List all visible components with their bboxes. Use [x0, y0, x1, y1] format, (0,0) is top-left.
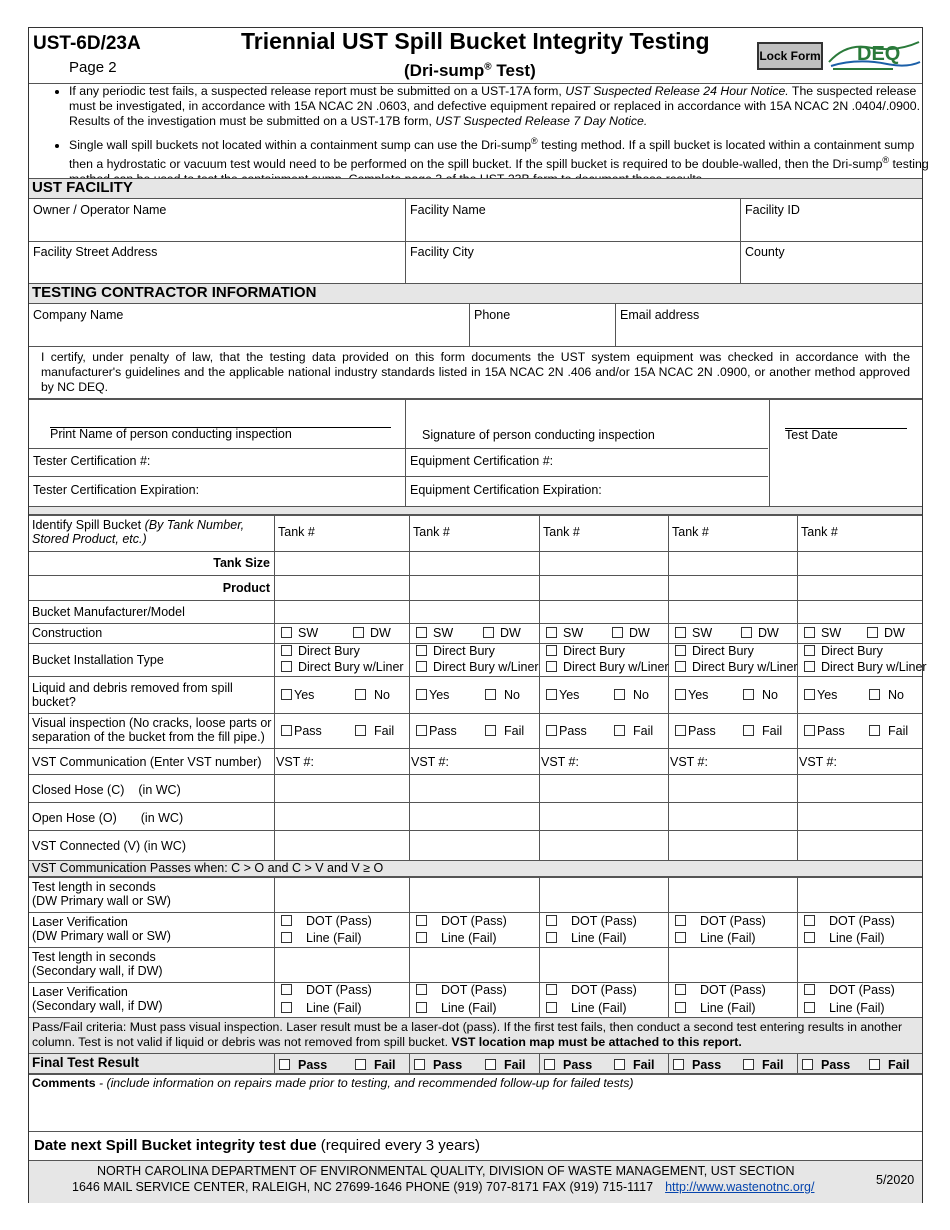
- checkbox-icon[interactable]: [281, 932, 292, 943]
- final-fail-4[interactable]: Fail: [743, 1058, 784, 1072]
- comments-field[interactable]: Comments - (include information on repairs made prior to testing, and recommended follow-up for failed tests): [32, 1076, 634, 1090]
- laser-secondary-dot-4[interactable]: DOT (Pass): [675, 983, 766, 997]
- construction-dw-1[interactable]: DW: [353, 626, 391, 640]
- laser-secondary-dot-1[interactable]: DOT (Pass): [281, 983, 372, 997]
- tank-number-2[interactable]: Tank #: [413, 525, 450, 539]
- checkbox-icon[interactable]: [804, 689, 815, 700]
- checkbox-icon[interactable]: [485, 689, 496, 700]
- checkbox-icon[interactable]: [546, 1002, 557, 1013]
- form-title: Triennial UST Spill Bucket Integrity Testing: [241, 28, 710, 54]
- county-field[interactable]: County: [745, 245, 785, 259]
- final-pass-1[interactable]: Pass: [279, 1058, 327, 1072]
- liquid-no-4[interactable]: No: [743, 688, 778, 702]
- final-test-result-row: [29, 1053, 922, 1074]
- deq-logo-graphic: [827, 36, 922, 76]
- laser-primary-dot-5[interactable]: DOT (Pass): [804, 914, 895, 928]
- checkbox-icon[interactable]: [743, 725, 754, 736]
- construction-dw-2[interactable]: DW: [483, 626, 521, 640]
- checkbox-icon[interactable]: [869, 725, 880, 736]
- liquid-no-5[interactable]: No: [869, 688, 904, 702]
- checkbox-icon[interactable]: [546, 932, 557, 943]
- checkbox-icon[interactable]: [804, 1002, 815, 1013]
- install-direct-bury-liner-2[interactable]: Direct Bury w/Liner: [416, 660, 539, 674]
- vst-number-4[interactable]: VST #:: [670, 755, 708, 769]
- print-name-field[interactable]: Print Name of person conducting inspection: [50, 427, 292, 441]
- checkbox-icon[interactable]: [802, 1059, 813, 1070]
- checkbox-icon[interactable]: [355, 725, 366, 736]
- checkbox-icon[interactable]: [614, 725, 625, 736]
- checkbox-icon[interactable]: [675, 645, 686, 656]
- checkbox-icon[interactable]: [675, 725, 686, 736]
- laser-verification-primary-label: Laser Verification (DW Primary wall or SW): [32, 915, 171, 943]
- checkbox-icon[interactable]: [414, 1059, 425, 1070]
- checkbox-icon[interactable]: [416, 932, 427, 943]
- checkbox-icon[interactable]: [281, 915, 292, 926]
- page-number: Page 2: [69, 59, 117, 76]
- liquid-no-2[interactable]: No: [485, 688, 520, 702]
- visual-pass-1[interactable]: Pass: [281, 724, 322, 738]
- laser-secondary-line-4[interactable]: Line (Fail): [675, 1001, 756, 1015]
- tank-number-3[interactable]: Tank #: [543, 525, 580, 539]
- form-page: [28, 27, 929, 1203]
- laser-primary-dot-1[interactable]: DOT (Pass): [281, 914, 372, 928]
- lock-form-button[interactable]: Lock Form: [757, 42, 823, 70]
- final-pass-2[interactable]: Pass: [414, 1058, 462, 1072]
- test-length-primary-label: Test length in seconds (DW Primary wall or SW): [32, 880, 171, 908]
- vst-number-3[interactable]: VST #:: [541, 755, 579, 769]
- checkbox-icon[interactable]: [675, 915, 686, 926]
- checkbox-icon[interactable]: [804, 932, 815, 943]
- bucket-manufacturer-label: Bucket Manufacturer/Model: [32, 605, 185, 619]
- vst-communication-label: VST Communication (Enter VST number): [32, 755, 262, 769]
- checkbox-icon[interactable]: [279, 1059, 290, 1070]
- visual-fail-4[interactable]: Fail: [743, 724, 782, 738]
- final-pass-5[interactable]: Pass: [802, 1058, 850, 1072]
- construction-sw-5[interactable]: SW: [804, 626, 841, 640]
- laser-secondary-line-2[interactable]: Line (Fail): [416, 1001, 497, 1015]
- checkbox-icon[interactable]: [673, 1059, 684, 1070]
- checkbox-icon[interactable]: [546, 645, 557, 656]
- liquid-yes-2[interactable]: Yes: [416, 688, 449, 702]
- laser-secondary-dot-2[interactable]: DOT (Pass): [416, 983, 507, 997]
- laser-secondary-line-3[interactable]: Line (Fail): [546, 1001, 627, 1015]
- form-version: 5/2020: [876, 1173, 915, 1187]
- vst-connected-label: VST Connected (V) (in WC): [32, 839, 186, 853]
- note-drisump: • Single wall spill buckets not located within a containment sump can use the Dri-sump® testing method. If a spill bucket is located within a containment sump then a hydrostatic or vacuum test would need to be performed on the spill bucket. If the spill bucket is required to be double-walled, then the Dri-sump® testing: [69, 134, 931, 187]
- checkbox-icon[interactable]: [867, 627, 878, 638]
- vst-number-1[interactable]: VST #:: [276, 755, 314, 769]
- checkbox-icon[interactable]: [869, 1059, 880, 1070]
- footer-line-2: 1646 MAIL SERVICE CENTER, RALEIGH, NC 27699-1646 PHONE (919) 707-8171 FAX (919) 715-1117 http://www.wastenotnc.org/: [72, 1180, 815, 1194]
- section-ust-facility: UST FACILITY: [29, 178, 922, 199]
- form-id: UST-6D/23A: [33, 33, 141, 54]
- laser-primary-line-1[interactable]: Line (Fail): [281, 931, 362, 945]
- checkbox-icon[interactable]: [614, 689, 625, 700]
- construction-label: Construction: [32, 626, 103, 640]
- liquid-no-3[interactable]: No: [614, 688, 649, 702]
- checkbox-icon[interactable]: [355, 1059, 366, 1070]
- tester-expiration-field[interactable]: Tester Certification Expiration:: [33, 483, 200, 497]
- checkbox-icon[interactable]: [804, 661, 815, 672]
- instructions-list: [69, 84, 931, 192]
- deq-logo: [827, 36, 922, 76]
- footer-line-1: NORTH CAROLINA DEPARTMENT OF ENVIRONMENTAL QUALITY, DIVISION OF WASTE MANAGEMENT, UST SECTION: [97, 1164, 795, 1178]
- checkbox-icon[interactable]: [743, 689, 754, 700]
- liquid-no-1[interactable]: No: [355, 688, 390, 702]
- identify-spill-bucket-label: Identify Spill Bucket (By Tank Number, Stored Product, etc.): [32, 518, 245, 546]
- checkbox-icon[interactable]: [612, 627, 623, 638]
- next-test-due-field[interactable]: Date next Spill Bucket integrity test due (required every 3 years): [34, 1137, 480, 1154]
- laser-secondary-line-1[interactable]: Line (Fail): [281, 1001, 362, 1015]
- note-release: • If any periodic test fails, a suspected release report must be submitted on a UST-17A form, UST Suspected Release 24 Hour Notice. The suspected release must be investigated, in accordance with 15A NCAC 2N .0603, and defective equipment repaired or replaced in accordance with 15A NCAC 2N .0404/.0900. Results of the investigation must be submitted on a UST-17B form, UST Suspected Release 7 Day Notice.: [69, 84, 931, 129]
- liquid-yes-3[interactable]: Yes: [546, 688, 579, 702]
- checkbox-icon[interactable]: [804, 915, 815, 926]
- facility-street-field[interactable]: Facility Street Address: [33, 245, 158, 259]
- checkbox-icon[interactable]: [544, 1059, 555, 1070]
- test-length-secondary-label: Test length in seconds (Secondary wall, if DW): [32, 950, 163, 978]
- visual-fail-2[interactable]: Fail: [485, 724, 524, 738]
- install-direct-bury-liner-3[interactable]: Direct Bury w/Liner: [546, 660, 669, 674]
- construction-sw-2[interactable]: SW: [416, 626, 453, 640]
- visual-fail-3[interactable]: Fail: [614, 724, 653, 738]
- vst-number-5[interactable]: VST #:: [799, 755, 837, 769]
- laser-primary-dot-3[interactable]: DOT (Pass): [546, 914, 637, 928]
- laser-primary-line-3[interactable]: Line (Fail): [546, 931, 627, 945]
- certification-statement: I certify, under penalty of law, that the testing data provided on this form documents the UST system equipment was checked in accordance with the manufacturer's guidelines and the applicable national industry standards listed in 15A NCAC 2N .406 and/or 15A NCAC 2N .0900, or another method approved by NC DEQ.: [41, 350, 910, 394]
- laser-secondary-dot-3[interactable]: DOT (Pass): [546, 983, 637, 997]
- checkbox-icon[interactable]: [416, 661, 427, 672]
- facility-name-field[interactable]: Facility Name: [410, 203, 486, 217]
- construction-sw-1[interactable]: SW: [281, 626, 318, 640]
- checkbox-icon[interactable]: [743, 1059, 754, 1070]
- equipment-certification-field[interactable]: Equipment Certification #:: [410, 454, 554, 468]
- installation-type-label: Bucket Installation Type: [32, 653, 164, 667]
- tank-number-5[interactable]: Tank #: [801, 525, 838, 539]
- closed-hose-label: Closed Hose (C) (in WC): [32, 783, 181, 797]
- checkbox-icon[interactable]: [675, 984, 686, 995]
- checkbox-icon[interactable]: [614, 1059, 625, 1070]
- laser-primary-dot-2[interactable]: DOT (Pass): [416, 914, 507, 928]
- pass-fail-criteria: Pass/Fail criteria: Must pass visual inspection. Laser result must be a laser-dot (pass). If the first test fails, then conduct a second test entering results in another column. Test is not valid if liquid or debris was not removed from spill bucket. VST location map must be attached to this report.: [29, 1017, 922, 1053]
- install-direct-bury-liner-1[interactable]: Direct Bury w/Liner: [281, 660, 404, 674]
- visual-fail-5[interactable]: Fail: [869, 724, 908, 738]
- section-testing-contractor: TESTING CONTRACTOR INFORMATION: [29, 283, 922, 304]
- checkbox-icon[interactable]: [546, 984, 557, 995]
- checkbox-icon[interactable]: [804, 627, 815, 638]
- construction-sw-4[interactable]: SW: [675, 626, 712, 640]
- signature-field[interactable]: Signature of person conducting inspection: [422, 428, 655, 442]
- product-label: Product: [222, 581, 270, 595]
- checkbox-icon[interactable]: [416, 984, 427, 995]
- final-test-result-label: Final Test Result: [32, 1055, 140, 1070]
- final-fail-1[interactable]: Fail: [355, 1058, 396, 1072]
- laser-primary-line-5[interactable]: Line (Fail): [804, 931, 885, 945]
- checkbox-icon[interactable]: [281, 689, 292, 700]
- visual-fail-1[interactable]: Fail: [355, 724, 394, 738]
- install-direct-bury-1[interactable]: Direct Bury: [281, 644, 360, 658]
- tank-size-label: Tank Size: [213, 556, 270, 570]
- checkbox-icon[interactable]: [485, 1059, 496, 1070]
- checkbox-icon[interactable]: [675, 627, 686, 638]
- equipment-expiration-field[interactable]: Equipment Certification Expiration:: [410, 483, 602, 497]
- install-direct-bury-5[interactable]: Direct Bury: [804, 644, 883, 658]
- checkbox-icon[interactable]: [675, 1002, 686, 1013]
- install-direct-bury-3[interactable]: Direct Bury: [546, 644, 625, 658]
- open-hose-label: Open Hose (O) (in WC): [32, 811, 184, 825]
- checkbox-icon[interactable]: [416, 1002, 427, 1013]
- install-direct-bury-liner-5[interactable]: Direct Bury w/Liner: [804, 660, 927, 674]
- construction-dw-4[interactable]: DW: [741, 626, 779, 640]
- checkbox-icon[interactable]: [281, 645, 292, 656]
- install-direct-bury-2[interactable]: Direct Bury: [416, 644, 495, 658]
- liquid-yes-5[interactable]: Yes: [804, 688, 837, 702]
- laser-primary-line-2[interactable]: Line (Fail): [416, 931, 497, 945]
- laser-verification-secondary-label: Laser Verification (Secondary wall, if DW): [32, 985, 163, 1013]
- checkbox-icon[interactable]: [804, 984, 815, 995]
- facility-city-field[interactable]: Facility City: [410, 245, 474, 259]
- tank-number-1[interactable]: Tank #: [278, 525, 315, 539]
- liquid-yes-1[interactable]: Yes: [281, 688, 314, 702]
- checkbox-icon[interactable]: [281, 725, 292, 736]
- checkbox-icon[interactable]: [804, 645, 815, 656]
- checkbox-icon[interactable]: [675, 932, 686, 943]
- final-fail-2[interactable]: Fail: [485, 1058, 526, 1072]
- checkbox-icon[interactable]: [416, 645, 427, 656]
- vst-number-2[interactable]: VST #:: [411, 755, 449, 769]
- checkbox-icon[interactable]: [416, 627, 427, 638]
- owner-operator-name-field[interactable]: Owner / Operator Name: [33, 203, 167, 217]
- laser-secondary-dot-5[interactable]: DOT (Pass): [804, 983, 895, 997]
- checkbox-icon[interactable]: [675, 661, 686, 672]
- tester-certification-field[interactable]: Tester Certification #:: [33, 454, 151, 468]
- laser-primary-line-4[interactable]: Line (Fail): [675, 931, 756, 945]
- tank-number-4[interactable]: Tank #: [672, 525, 709, 539]
- liquid-debris-label: Liquid and debris removed from spill bucket?: [32, 681, 233, 709]
- checkbox-icon[interactable]: [546, 689, 557, 700]
- checkbox-icon[interactable]: [281, 627, 292, 638]
- liquid-yes-4[interactable]: Yes: [675, 688, 708, 702]
- final-fail-3[interactable]: Fail: [614, 1058, 655, 1072]
- laser-secondary-line-5[interactable]: Line (Fail): [804, 1001, 885, 1015]
- facility-id-field[interactable]: Facility ID: [745, 203, 800, 217]
- website-link[interactable]: http://www.wastenotnc.org/: [665, 1180, 815, 1194]
- checkbox-icon[interactable]: [281, 1002, 292, 1013]
- visual-pass-2[interactable]: Pass: [416, 724, 457, 738]
- checkbox-icon[interactable]: [546, 725, 557, 736]
- checkbox-icon[interactable]: [869, 689, 880, 700]
- checkbox-icon[interactable]: [416, 915, 427, 926]
- checkbox-icon[interactable]: [355, 689, 366, 700]
- svg-text:DEQ: DEQ: [857, 43, 901, 65]
- email-field[interactable]: Email address: [620, 308, 700, 322]
- checkbox-icon[interactable]: [281, 984, 292, 995]
- install-direct-bury-liner-4[interactable]: Direct Bury w/Liner: [675, 660, 798, 674]
- vst-passes-label: VST Communication Passes when: C > O and C > V and V ≥ O: [32, 861, 384, 875]
- checkbox-icon[interactable]: [546, 627, 557, 638]
- visual-pass-4[interactable]: Pass: [675, 724, 716, 738]
- checkbox-icon[interactable]: [804, 725, 815, 736]
- final-pass-4[interactable]: Pass: [673, 1058, 721, 1072]
- visual-inspection-label: Visual inspection (No cracks, loose parts or separation of the bucket from the fill pipe.): [32, 716, 272, 744]
- construction-dw-5[interactable]: DW: [867, 626, 905, 640]
- final-fail-5[interactable]: Fail: [869, 1058, 910, 1072]
- checkbox-icon[interactable]: [741, 627, 752, 638]
- construction-sw-3[interactable]: SW: [546, 626, 583, 640]
- construction-dw-3[interactable]: DW: [612, 626, 650, 640]
- laser-primary-dot-4[interactable]: DOT (Pass): [675, 914, 766, 928]
- visual-pass-5[interactable]: Pass: [804, 724, 845, 738]
- final-pass-3[interactable]: Pass: [544, 1058, 592, 1072]
- checkbox-icon[interactable]: [353, 627, 364, 638]
- checkbox-icon[interactable]: [546, 661, 557, 672]
- checkbox-icon[interactable]: [546, 915, 557, 926]
- checkbox-icon[interactable]: [281, 661, 292, 672]
- checkbox-icon[interactable]: [675, 689, 686, 700]
- checkbox-icon[interactable]: [416, 725, 427, 736]
- checkbox-icon[interactable]: [416, 689, 427, 700]
- test-date-field[interactable]: Test Date: [785, 428, 838, 442]
- phone-field[interactable]: Phone: [474, 308, 511, 322]
- checkbox-icon[interactable]: [485, 725, 496, 736]
- company-name-field[interactable]: Company Name: [33, 308, 124, 322]
- install-direct-bury-4[interactable]: Direct Bury: [675, 644, 754, 658]
- checkbox-icon[interactable]: [483, 627, 494, 638]
- visual-pass-3[interactable]: Pass: [546, 724, 587, 738]
- form-subtitle: (Dri-sump® Test): [404, 61, 536, 80]
